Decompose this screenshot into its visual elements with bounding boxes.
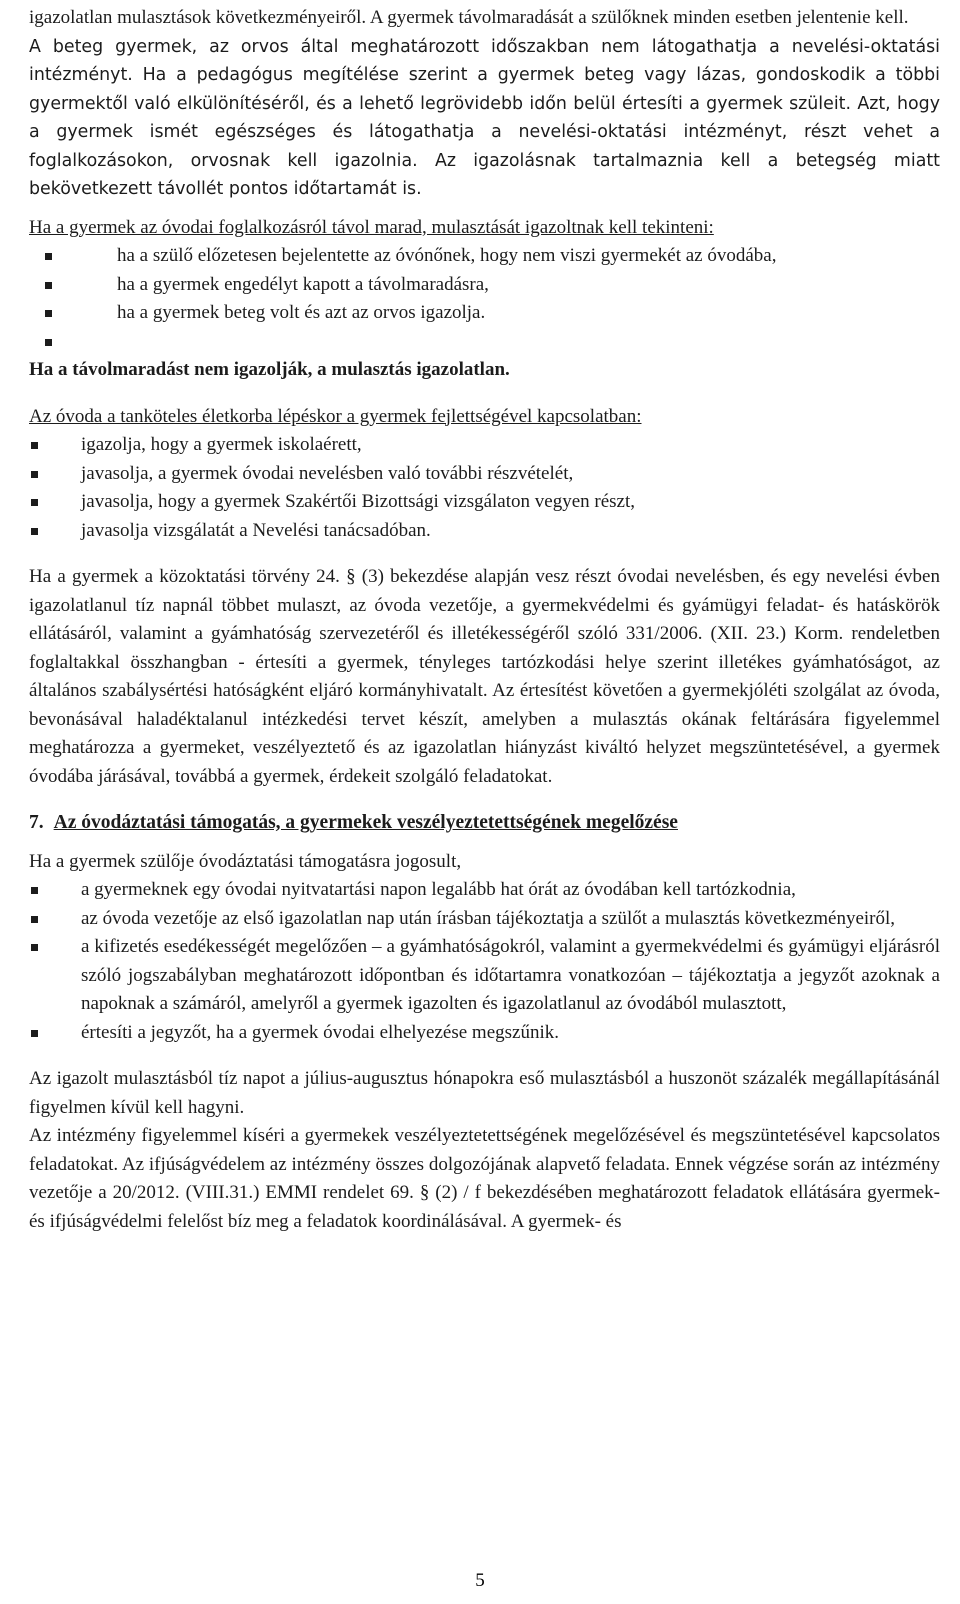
school-age-intro: Az óvoda a tanköteles életkorba lépéskor a gyermek fejlettségével kapcsolatban: (29, 405, 642, 427)
section-7-list (29, 876, 940, 1047)
excused-list (29, 242, 940, 356)
list-item: javasolja, hogy a gyermek Szakértői Bizottsági vizsgálaton vegyen részt, (29, 488, 940, 517)
list-item: ha a gyermek engedélyt kapott a távolmaradásra, (29, 271, 940, 300)
list-item: javasolja vizsgálatát a Nevelési tanácsadóban. (29, 517, 940, 546)
section-7-heading (29, 809, 940, 838)
text-sick-child-3: Az igazolásnak tartalmaznia kell a betegség miatt bekövetkezett távollét pontos időtartamát is. (29, 150, 941, 199)
list-item: a kifizetés esedékességét megelőzően – a gyámhatóságokról, valamint a gyermekvédelmi és gyámügyi eljárásról szóló jogszabályban meghatározott időpontban és időtartamra vonatkozóan – tájékoztatja a jegyzőt azoknak a napoknak a számáról, amelyről a gyermek igazolten és igazolatlanul az óvodából mulasztott, (29, 933, 940, 1019)
list-item: a gyermeknek egy óvodai nyitvatartási napon legalább hat órát az óvodában kell tartózkodnia, (29, 876, 940, 905)
excused-conclusion: Ha a távolmaradást nem igazolják, a mulasztás igazolatlan. (29, 359, 510, 380)
paragraph-summer-absence: Az igazolt mulasztásból tíz napot a július-augusztus hónapokra eső mulasztásból a huszonöt százalék megállapításánál figyelmen kívül kell hagyni. (29, 1068, 940, 1118)
text-consequences: igazolatlan mulasztások következményeiről. A gyermek távolmaradását a szülőknek minden esetben jelentenie kell. (29, 7, 909, 28)
text-sick-child-1: A beteg gyermek, az orvos által meghatározott időszakban nem látogathatja a nevelési-oktatási intézményt. (29, 36, 940, 85)
list-item: igazolja, hogy a gyermek iskolaérett, (29, 431, 940, 460)
paragraph-sick-child (29, 33, 940, 204)
list-item: értesíti a jegyzőt, ha a gyermek óvodai elhelyezése megszűnik. (29, 1019, 940, 1048)
list-item: az óvoda vezetője az első igazolatlan nap után írásban tájékoztatja a szülőt a mulasztás következményeiről, (29, 905, 940, 934)
empty-list-item (29, 328, 940, 357)
excused-intro: Ha a gyermek az óvodai foglalkozásról távol marad, mulasztását igazoltnak kell tekinteni: (29, 216, 714, 238)
paragraph-consequences (29, 4, 940, 33)
list-item: javasolja, a gyermek óvodai nevelésben való további részvételét, (29, 460, 940, 489)
school-age-list (29, 431, 940, 545)
section-number: 7. (29, 812, 44, 833)
list-item: ha a gyermek beteg volt és azt az orvos igazolja. (29, 299, 940, 328)
text-sick-child-2: Ha a pedagógus megítélése szerint a gyermek beteg vagy lázas, gondoskodik a többi gyermektől való elkülönítéséről, és a lehető legrövidebb időn belül értesíti a gyermek szüleit. Azt, hogy a gyermek ismét egészséges és látogathatja a nevelési-oktatási intézményt, részt vehet a foglalkozásokon, orvosnak kell igazolnia. (29, 65, 940, 171)
section-title: Az óvodáztatási támogatás, a gyermekek veszélyeztetettségének megelőzése (53, 812, 678, 833)
paragraph-unexcused-absence: Ha a gyermek a közoktatási törvény 24. § (3) bekezdése alapján vesz részt óvodai nevelésben, és egy nevelési évben igazolatlanul tíz napnál többet mulaszt, az óvoda vezetője, a gyermekvédelmi és gyámügyi feladat- és hatáskörök ellátásáról, valamint a gyámhatóság szervezetéről és illetékességéről szóló 331/2006. (XII. 23.) Korm. rendeletben foglaltakkal összhangban - értesíti a gyermek, tényleges tartózkodási helye szerint illetékes gyámhatóságot, az általános szabálysértési hatóságként eljáró kormányhivatalt. Az értesítést követően a gyermekjóléti szolgálat az óvoda, bevonásával haladéktalanul intézkedési tervet készít, amelyben a mulasztás okának feltárására figyelemmel meghatározza a gyermeket, veszélyeztető és az igazolatlan hiányzást kiváltó helyzet megszüntetésével, a gyermek óvodába járásával, továbbá a gyermek, érdekeit szolgáló feladatokat. (29, 566, 940, 787)
page-number: 5 (475, 1570, 485, 1591)
list-item: ha a szülő előzetesen bejelentette az óvónőnek, hogy nem viszi gyermekét az óvodába, (29, 242, 940, 271)
section-7-intro: Ha a gyermek szülője óvodáztatási támogatásra jogosult, (29, 850, 462, 872)
paragraph-child-protection: Az intézmény figyelemmel kíséri a gyermekek veszélyeztetettségének megelőzésével és megszüntetésével kapcsolatos feladatokat. Az ifjúságvédelem az intézmény összes dolgozójának alapvető feladata. Ennek végzése során az intézmény vezetője a 20/2012. (VIII.31.) EMMI rendelet 69. § (2) / f bekezdésében meghatározott feladatok ellátására gyermek- és ifjúságvédelmi felelőst bíz meg a feladatok koordinálásával. A gyermek- és (29, 1125, 940, 1232)
